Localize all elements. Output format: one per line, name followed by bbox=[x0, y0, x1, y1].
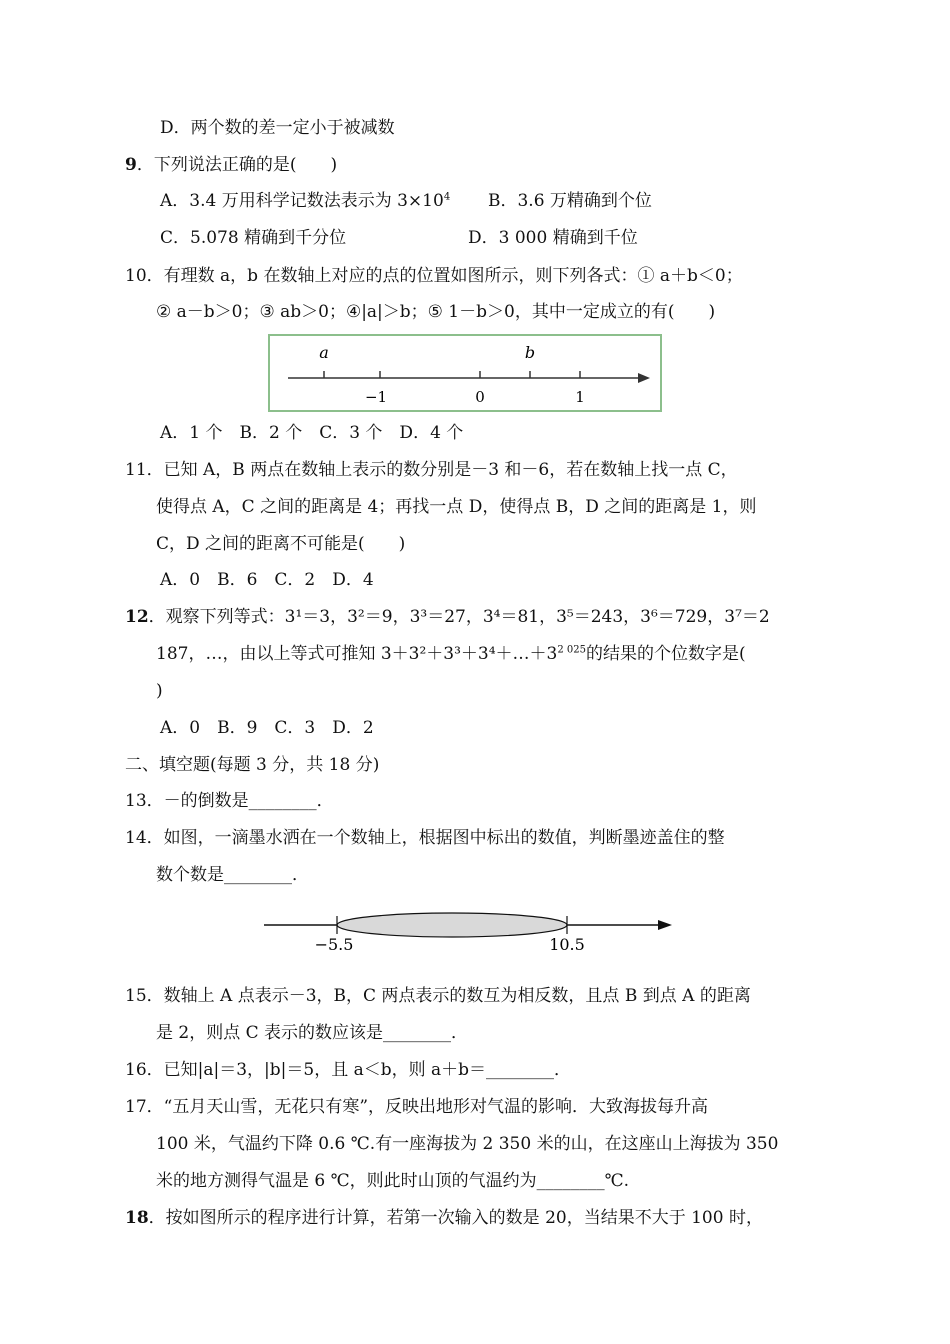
q11-line-3: C，D 之间的距离不可能是( ) bbox=[156, 534, 406, 554]
q16: 16．已知|a|＝3，|b|＝5，且 a＜b，则 a＋b＝________． bbox=[125, 1060, 572, 1080]
q10-label-1: 1 bbox=[575, 388, 585, 406]
q14-ink-number-line-figure bbox=[262, 906, 678, 956]
q12-line-1-text: ．观察下列等式：3¹＝3，3²＝9，3³＝27，3⁴＝81，3⁵＝243，3⁶＝729，3⁷＝2 bbox=[148, 607, 770, 627]
q11-line-2: 使得点 A，C 之间的距离是 4；再找一点 D，使得点 B，D 之间的距离是 1，则 bbox=[156, 497, 757, 517]
q10-options: A．1 个 B．2 个 C．3 个 D．4 个 bbox=[160, 423, 464, 443]
q11-line-1: 11．已知 A，B 两点在数轴上表示的数分别是－3 和－6，若在数轴上找一点 C， bbox=[125, 460, 738, 480]
q14-right-label: 10.5 bbox=[549, 935, 585, 954]
q10-label-0: 0 bbox=[475, 388, 485, 406]
q12-line-2-text-a: 187，…，由以上等式可推知 3＋3²＋3³＋3⁴＋…＋3 bbox=[156, 644, 558, 664]
q14-line-1: 14．如图，一滴墨水洒在一个数轴上，根据图中标出的数值，判断墨迹盖住的整 bbox=[125, 828, 725, 848]
q10-label-minus1: −1 bbox=[364, 388, 388, 406]
q14-ink-blot bbox=[337, 913, 567, 937]
q9-option-d: D．3 000 精确到千位 bbox=[468, 228, 638, 248]
q10-number-line-figure bbox=[268, 334, 662, 412]
q17-line-3: 米的地方测得气温是 6 ℃，则此时山顶的气温约为________℃. bbox=[156, 1171, 630, 1191]
q14-line-2: 数个数是________． bbox=[156, 865, 309, 885]
q9-option-c: C．5.078 精确到千分位 bbox=[160, 228, 347, 248]
q18-line-1-text: ．按如图所示的程序进行计算，若第一次输入的数是 20，当结果不大于 100 时， bbox=[148, 1208, 763, 1228]
q9-text: ．下列说法正确的是( ) bbox=[136, 155, 338, 175]
q18-line-1 bbox=[125, 1206, 763, 1230]
q10-line-2: ② a－b＞0；③ ab＞0；④|a|＞b；⑤ 1－b＞0，其中一定成立的有( ) bbox=[156, 302, 716, 322]
q11-options: A．0 B．6 C．2 D．4 bbox=[160, 570, 374, 590]
q17-line-2: 100 米，气温约下降 0.6 ℃.有一座海拔为 2 350 米的山，在这座山上海拔为 350 bbox=[156, 1134, 779, 1154]
q15-line-2: 是 2，则点 C 表示的数应该是________． bbox=[156, 1023, 469, 1043]
q9-number: 9 bbox=[125, 155, 137, 175]
q12-line-3: ) bbox=[156, 681, 163, 701]
q12-exponent: 2 025 bbox=[557, 644, 587, 656]
q12-options: A．0 B．9 C．3 D．2 bbox=[160, 718, 374, 738]
q10-label-b: b bbox=[524, 343, 536, 362]
q14-left-label: −5.5 bbox=[314, 935, 354, 954]
section-2-heading: 二、填空题(每题 3 分，共 18 分) bbox=[125, 755, 380, 775]
q8-option-d: D．两个数的差一定小于被减数 bbox=[160, 118, 395, 138]
q12-number: 12 bbox=[125, 607, 149, 627]
q13: 13．－的倒数是________． bbox=[125, 791, 334, 811]
q10-line-1: 10．有理数 a，b 在数轴上对应的点的位置如图所示，则下列各式：① a＋b＜0； bbox=[125, 266, 743, 286]
q12-line-1 bbox=[125, 605, 770, 629]
q9-option-b: B．3.6 万精确到个位 bbox=[488, 191, 652, 211]
q9-option-a bbox=[160, 189, 450, 213]
q12-line-2-text-b: 的结果的个位数字是( bbox=[586, 644, 746, 664]
q9-option-a-exponent: 4 bbox=[443, 191, 451, 203]
q18-number: 18 bbox=[125, 1208, 149, 1228]
q10-label-a: a bbox=[319, 343, 329, 362]
q9-option-a-text: A．3.4 万用科学记数法表示为 3×10 bbox=[160, 191, 444, 211]
q15-line-1: 15．数轴上 A 点表示－3，B，C 两点表示的数互为相反数，且点 B 到点 A 的距离 bbox=[125, 986, 751, 1006]
q12-line-2 bbox=[156, 642, 746, 666]
q9-stem bbox=[125, 153, 337, 177]
q14-axis-arrow bbox=[658, 920, 672, 930]
q17-line-1: 17．“五月天山雪，无花只有寒”，反映出地形对气温的影响．大致海拔每升高 bbox=[125, 1097, 709, 1117]
